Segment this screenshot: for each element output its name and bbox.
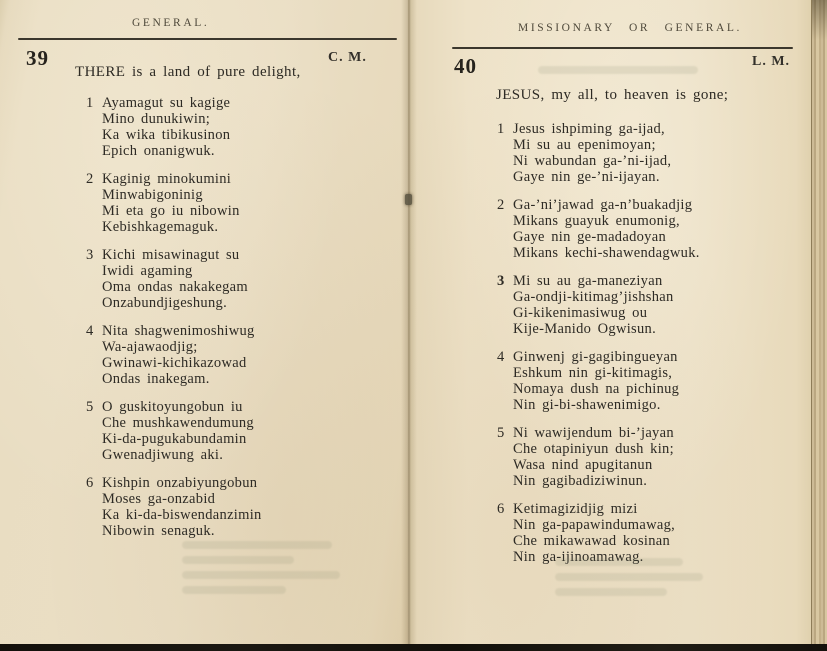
page-showthrough	[538, 66, 718, 81]
header-rule-left	[18, 38, 397, 40]
verse-line: Che mushkawendumung	[102, 415, 254, 431]
meter-left: C. M.	[328, 50, 367, 65]
verse-line: Eshkum nin gi-kitimagis,	[513, 365, 673, 381]
meter-right: L. M.	[752, 54, 791, 69]
verse-line: Nin ga-papawindumawag,	[513, 517, 676, 533]
verse-line: Nin gagibadiziwinun.	[513, 473, 648, 489]
verse	[497, 197, 700, 261]
verse-line: Ga-’ni’jawad ga-n’buakadjig	[513, 197, 693, 213]
verse-line: Kishpin onzabiyungobun	[102, 475, 258, 491]
verse-line: Nin gi-bi-shawenimigo.	[513, 397, 661, 413]
verse-number: 3	[497, 273, 505, 289]
verse-number: 1	[497, 121, 505, 137]
verse-number: 6	[86, 475, 94, 491]
verse-line: Ondas inakegam.	[102, 371, 210, 387]
verse	[86, 475, 262, 539]
verse-line: Che mikawawad kosinan	[513, 533, 671, 549]
verse-number: 5	[86, 399, 94, 415]
verse-line: Gaye nin ge-’ni-ijayan.	[513, 169, 660, 185]
verse	[497, 425, 700, 489]
verse-line: Jesus ishpiming ga-ijad,	[513, 121, 665, 137]
verse-line: Oma ondas nakakegam	[102, 279, 248, 295]
page-left	[0, 0, 408, 644]
verse-line: Mikans kechi-shawendagwuk.	[513, 245, 700, 261]
hymn-40-verses	[497, 121, 700, 577]
hymn-number-40: 40	[454, 54, 477, 78]
header-rule-right	[452, 47, 793, 49]
verse-number: 5	[497, 425, 505, 441]
verse-line: Nita shagwenimoshiwug	[102, 323, 255, 339]
running-head-left: GENERAL.	[132, 17, 210, 29]
bottom-shadow	[0, 644, 827, 651]
verse-number: 4	[497, 349, 505, 365]
verse-line: Gwenadjiwung aki.	[102, 447, 224, 463]
verse-line: Iwidi agaming	[102, 263, 193, 279]
verse-line: Gaye nin ge-madadoyan	[513, 229, 667, 245]
hymn-40-first-line: JESUS, my all, to heaven is gone;	[496, 87, 729, 103]
verse-line: Mi su au epenimoyan;	[513, 137, 656, 153]
verse	[86, 95, 262, 159]
verse-line: Wasa nind apugitanun	[513, 457, 653, 473]
verse-line: Gi-kikenimasiwug ou	[513, 305, 648, 321]
verse-number: 6	[497, 501, 505, 517]
verse-line: Ki-da-pugukabundamin	[102, 431, 247, 447]
hymn-number-39: 39	[26, 46, 49, 70]
verse-line: O guskitoyungobun iu	[102, 399, 243, 415]
verse-line: Mino dunukiwin;	[102, 111, 211, 127]
verse-line: Ginwenj gi-gagibingueyan	[513, 349, 678, 365]
verse-line: Che otapiniyun dush kin;	[513, 441, 674, 457]
verse-number: 1	[86, 95, 94, 111]
running-head-right: MISSIONARY OR GENERAL.	[518, 22, 742, 34]
verse	[497, 501, 700, 565]
verse-line: Mi su au ga-maneziyan	[513, 273, 663, 289]
verse-line: Gwinawi-kichikazowad	[102, 355, 247, 371]
verse	[497, 121, 700, 185]
verse-number: 2	[497, 197, 505, 213]
verse-line: Kije-Manido Ogwisun.	[513, 321, 657, 337]
verse-line: Nin ga-ijinoamawag.	[513, 549, 644, 565]
verse-line: Nomaya dush na pichinug	[513, 381, 680, 397]
verse-line: Ga-ondji-kitimag’jishshan	[513, 289, 674, 305]
verse-line: Kebishkagemaguk.	[102, 219, 219, 235]
page-edges	[811, 0, 827, 644]
verse-line: Minwabigoninig	[102, 187, 203, 203]
verse	[497, 349, 700, 413]
verse-line: Mikans guayuk enumonig,	[513, 213, 680, 229]
verse-line: Kaginig minokumini	[102, 171, 232, 187]
verse-line: Epich onanigwuk.	[102, 143, 215, 159]
verse-line: Ni wawijendum bi-’jayan	[513, 425, 674, 441]
verse-line: Moses ga-onzabid	[102, 491, 216, 507]
hymn-39-verses	[86, 95, 262, 551]
verse-line: Ka ki-da-biswendanzimin	[102, 507, 262, 523]
verse-line: Ka wika tibikusinon	[102, 127, 231, 143]
verse	[86, 247, 262, 311]
verse-line: Wa-ajawaodjig;	[102, 339, 198, 355]
verse	[497, 273, 700, 337]
verse	[86, 323, 262, 387]
verse-line: Mi eta go iu nibowin	[102, 203, 240, 219]
verse-number: 4	[86, 323, 94, 339]
verse	[86, 399, 262, 463]
verse-line: Nibowin senaguk.	[102, 523, 215, 539]
staple-mark	[405, 194, 412, 205]
verse-line: Kichi misawinagut su	[102, 247, 240, 263]
verse-number: 3	[86, 247, 94, 263]
verse-line: Ketimagizidjig mizi	[513, 501, 638, 517]
page-right	[408, 0, 812, 644]
verse-number: 2	[86, 171, 94, 187]
verse-line: Ayamagut su kagige	[102, 95, 231, 111]
verse	[86, 171, 262, 235]
verse-line: Ni wabundan ga-’ni-ijad,	[513, 153, 672, 169]
hymn-39-first-line: THERE is a land of pure delight,	[75, 64, 301, 80]
verse-line: Onzabundjigeshung.	[102, 295, 228, 311]
